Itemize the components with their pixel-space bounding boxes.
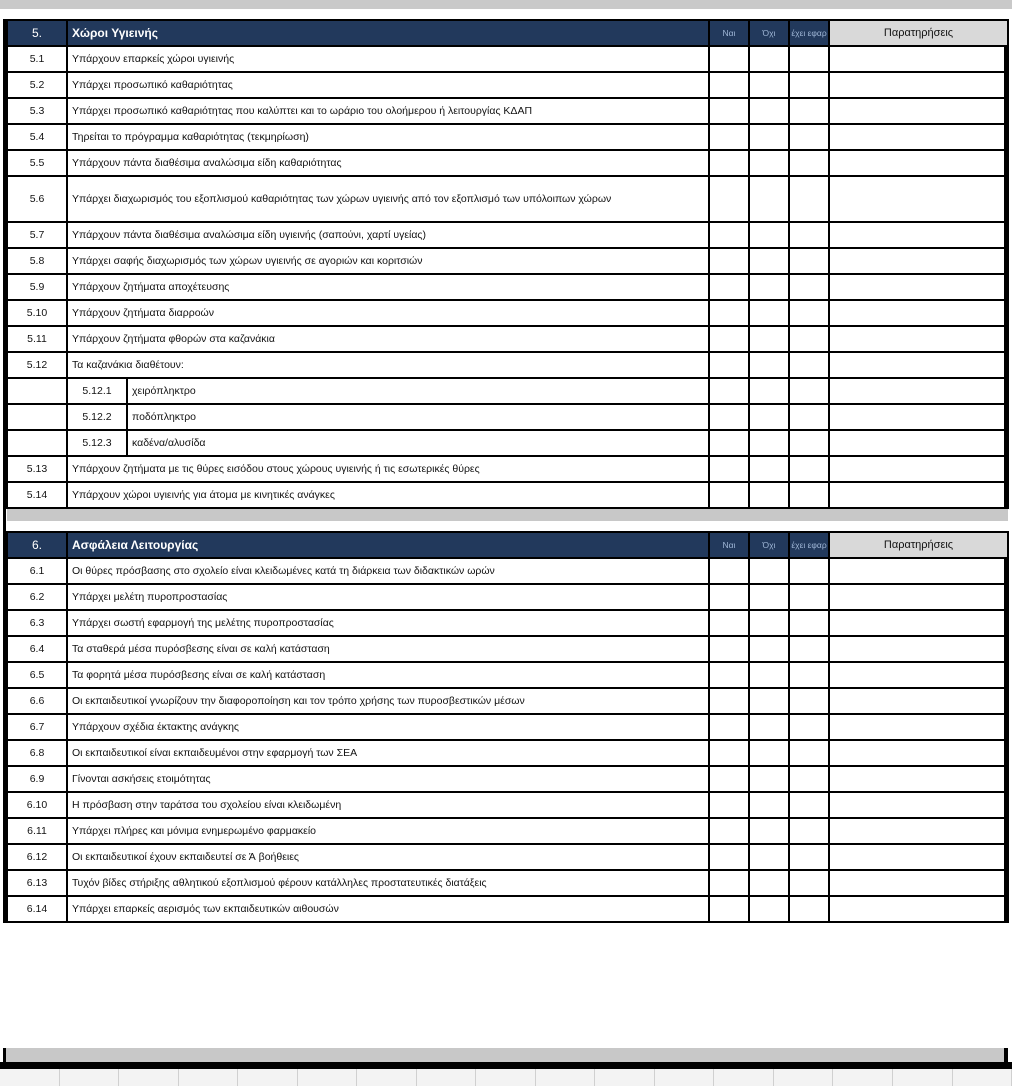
notes-cell[interactable] <box>829 688 1008 714</box>
notes-cell[interactable] <box>829 46 1008 72</box>
item-number: 5.6 <box>7 176 67 222</box>
na-checkbox-cell[interactable] <box>789 300 829 326</box>
na-checkbox-cell[interactable] <box>789 124 829 150</box>
no-checkbox-cell[interactable] <box>749 72 789 98</box>
na-checkbox-cell[interactable] <box>789 150 829 176</box>
yes-checkbox-cell[interactable] <box>709 124 749 150</box>
yes-checkbox-cell[interactable] <box>709 636 749 662</box>
item-text: χειρόπληκτρο <box>127 378 709 404</box>
no-checkbox-cell[interactable] <box>749 46 789 72</box>
na-checkbox-cell[interactable] <box>789 222 829 248</box>
notes-cell[interactable] <box>829 248 1008 274</box>
sub-item-number: 5.12.3 <box>67 430 127 456</box>
no-checkbox-cell[interactable] <box>749 124 789 150</box>
table-row <box>7 404 1008 430</box>
table-row <box>7 456 1008 482</box>
item-text: Υπάρχει πλήρες και μόνιμα ενημερωμένο φαρμακείο <box>67 818 709 844</box>
yes-checkbox-cell[interactable] <box>709 766 749 792</box>
item-text: Υπάρχουν πάντα διαθέσιμα αναλώσιμα είδη υγιεινής (σαπούνι, χαρτί υγείας) <box>67 222 709 248</box>
notes-cell[interactable] <box>829 352 1008 378</box>
section-number: 6. <box>7 532 67 558</box>
notes-cell[interactable] <box>829 430 1008 456</box>
table-row <box>7 176 1008 222</box>
table-row <box>7 352 1008 378</box>
item-text: Υπάρχει μελέτη πυροπροστασίας <box>67 584 709 610</box>
item-number: 6.13 <box>7 870 67 896</box>
table-row <box>7 766 1008 792</box>
table-row <box>7 300 1008 326</box>
item-number: 5.10 <box>7 300 67 326</box>
no-checkbox-cell[interactable] <box>749 584 789 610</box>
no-checkbox-cell[interactable] <box>749 352 789 378</box>
col-yes-header: Ναι <box>709 532 749 558</box>
item-text: καδένα/αλυσίδα <box>127 430 709 456</box>
table-row <box>7 98 1008 124</box>
notes-cell[interactable] <box>829 404 1008 430</box>
table-row <box>7 662 1008 688</box>
no-checkbox-cell[interactable] <box>749 896 789 922</box>
notes-cell[interactable] <box>829 326 1008 352</box>
notes-cell[interactable] <box>829 662 1008 688</box>
na-checkbox-cell[interactable] <box>789 98 829 124</box>
na-checkbox-cell[interactable] <box>789 248 829 274</box>
notes-cell[interactable] <box>829 98 1008 124</box>
item-number: 5.12 <box>7 352 67 378</box>
na-checkbox-cell[interactable] <box>789 456 829 482</box>
na-checkbox-cell[interactable] <box>789 792 829 818</box>
na-checkbox-cell[interactable] <box>789 870 829 896</box>
table-row <box>7 688 1008 714</box>
item-number <box>7 404 67 430</box>
no-checkbox-cell[interactable] <box>749 404 789 430</box>
yes-checkbox-cell[interactable] <box>709 818 749 844</box>
col-notes-header: Παρατηρήσεις <box>829 532 1008 558</box>
notes-cell[interactable] <box>829 300 1008 326</box>
item-number: 5.13 <box>7 456 67 482</box>
table-row <box>7 150 1008 176</box>
col-na-header: έχει εφαρ <box>789 532 829 558</box>
item-number: 5.5 <box>7 150 67 176</box>
item-number <box>7 378 67 404</box>
item-text: Υπάρχει διαχωρισμός του εξοπλισμού καθαριότητας των χώρων υγιεινής από τον εξοπλισμό των υπόλοιπων χώρων <box>67 176 709 222</box>
col-no-header: Όχι <box>749 20 789 46</box>
table-row <box>7 248 1008 274</box>
item-number: 5.11 <box>7 326 67 352</box>
footer-border <box>0 1062 1012 1069</box>
item-text: Υπάρχουν ζητήματα με τις θύρες εισόδου στους χώρους υγιεινής ή τις εσωτερικές θύρες <box>67 456 709 482</box>
table-row <box>7 844 1008 870</box>
yes-checkbox-cell[interactable] <box>709 844 749 870</box>
no-checkbox-cell[interactable] <box>749 870 789 896</box>
no-checkbox-cell[interactable] <box>749 558 789 584</box>
yes-checkbox-cell[interactable] <box>709 352 749 378</box>
table-row <box>7 430 1008 456</box>
item-number: 5.4 <box>7 124 67 150</box>
item-number: 6.4 <box>7 636 67 662</box>
item-text: Υπάρχουν ζητήματα διαρροών <box>67 300 709 326</box>
item-text: Τηρείται το πρόγραμμα καθαριότητας (τεκμηρίωση) <box>67 124 709 150</box>
na-checkbox-cell[interactable] <box>789 274 829 300</box>
section-separator <box>7 508 1008 532</box>
notes-cell[interactable] <box>829 274 1008 300</box>
no-checkbox-cell[interactable] <box>749 150 789 176</box>
item-number: 6.5 <box>7 662 67 688</box>
checklist-table <box>6 19 1009 923</box>
na-checkbox-cell[interactable] <box>789 352 829 378</box>
table-row <box>7 378 1008 404</box>
notes-cell[interactable] <box>829 818 1008 844</box>
item-number: 6.3 <box>7 610 67 636</box>
item-number: 6.8 <box>7 740 67 766</box>
top-gray-bar <box>0 0 1012 9</box>
table-row <box>7 222 1008 248</box>
notes-cell[interactable] <box>829 378 1008 404</box>
yes-checkbox-cell[interactable] <box>709 46 749 72</box>
notes-cell[interactable] <box>829 766 1008 792</box>
item-number: 6.1 <box>7 558 67 584</box>
item-text: Υπάρχει σαφής διαχωρισμός των χώρων υγιεινής σε αγοριών και κοριτσιών <box>67 248 709 274</box>
separator-band <box>7 508 1008 532</box>
item-text: Υπάρχει προσωπικό καθαριότητας που καλύπτει και το ωράριο του ολοήμερου ή λειτουργίας ΚΔΑΠ <box>67 98 709 124</box>
notes-cell[interactable] <box>829 482 1008 508</box>
yes-checkbox-cell[interactable] <box>709 688 749 714</box>
item-text: Οι εκπαιδευτικοί είναι εκπαιδευμένοι στην εφαρμογή των ΣΕΑ <box>67 740 709 766</box>
table-row <box>7 610 1008 636</box>
yes-checkbox-cell[interactable] <box>709 870 749 896</box>
item-text: Η πρόσβαση στην ταράτσα του σχολείου είναι κλειδωμένη <box>67 792 709 818</box>
no-checkbox-cell[interactable] <box>749 714 789 740</box>
sub-item-number: 5.12.2 <box>67 404 127 430</box>
section-number: 5. <box>7 20 67 46</box>
na-checkbox-cell[interactable] <box>789 378 829 404</box>
no-checkbox-cell[interactable] <box>749 844 789 870</box>
section-title: Χώροι Υγιεινής <box>67 20 709 46</box>
notes-cell[interactable] <box>829 558 1008 584</box>
notes-cell[interactable] <box>829 150 1008 176</box>
na-checkbox-cell[interactable] <box>789 844 829 870</box>
notes-cell[interactable] <box>829 72 1008 98</box>
na-checkbox-cell[interactable] <box>789 714 829 740</box>
table-row <box>7 792 1008 818</box>
notes-cell[interactable] <box>829 740 1008 766</box>
table-row <box>7 870 1008 896</box>
item-text: Υπάρχουν ζητήματα φθορών στα καζανάκια <box>67 326 709 352</box>
item-text: Υπάρχει προσωπικό καθαριότητας <box>67 72 709 98</box>
no-checkbox-cell[interactable] <box>749 688 789 714</box>
yes-checkbox-cell[interactable] <box>709 610 749 636</box>
no-checkbox-cell[interactable] <box>749 456 789 482</box>
na-checkbox-cell[interactable] <box>789 740 829 766</box>
yes-checkbox-cell[interactable] <box>709 248 749 274</box>
table-row <box>7 326 1008 352</box>
yes-checkbox-cell[interactable] <box>709 300 749 326</box>
na-checkbox-cell[interactable] <box>789 482 829 508</box>
yes-checkbox-cell[interactable] <box>709 584 749 610</box>
item-number: 5.7 <box>7 222 67 248</box>
no-checkbox-cell[interactable] <box>749 740 789 766</box>
item-text: Τα σταθερά μέσα πυρόσβεσης είναι σε καλή κατάσταση <box>67 636 709 662</box>
notes-cell[interactable] <box>829 222 1008 248</box>
item-number: 5.8 <box>7 248 67 274</box>
section-header <box>7 20 1008 46</box>
item-number: 5.3 <box>7 98 67 124</box>
notes-cell[interactable] <box>829 176 1008 222</box>
item-number: 5.2 <box>7 72 67 98</box>
item-number: 6.10 <box>7 792 67 818</box>
item-number: 5.1 <box>7 46 67 72</box>
checklist-sheet <box>3 19 1008 923</box>
notes-cell[interactable] <box>829 792 1008 818</box>
no-checkbox-cell[interactable] <box>749 326 789 352</box>
footer-gray-bar <box>3 1048 1008 1062</box>
col-na-header: έχει εφαρ <box>789 20 829 46</box>
item-number: 6.7 <box>7 714 67 740</box>
item-number: 5.14 <box>7 482 67 508</box>
section-header <box>7 532 1008 558</box>
item-text: ποδόπληκτρο <box>127 404 709 430</box>
na-checkbox-cell[interactable] <box>789 636 829 662</box>
notes-cell[interactable] <box>829 896 1008 922</box>
yes-checkbox-cell[interactable] <box>709 558 749 584</box>
table-row <box>7 46 1008 72</box>
no-checkbox-cell[interactable] <box>749 818 789 844</box>
notes-cell[interactable] <box>829 456 1008 482</box>
yes-checkbox-cell[interactable] <box>709 150 749 176</box>
no-checkbox-cell[interactable] <box>749 792 789 818</box>
item-text: Τυχόν βίδες στήριξης αθλητικού εξοπλισμού φέρουν κατάλληλες προστατευτικές διατάξεις <box>67 870 709 896</box>
item-text: Υπάρχουν επαρκείς χώροι υγιεινής <box>67 46 709 72</box>
item-number: 6.6 <box>7 688 67 714</box>
table-row <box>7 818 1008 844</box>
yes-checkbox-cell[interactable] <box>709 176 749 222</box>
table-row <box>7 124 1008 150</box>
notes-cell[interactable] <box>829 124 1008 150</box>
yes-checkbox-cell[interactable] <box>709 72 749 98</box>
na-checkbox-cell[interactable] <box>789 688 829 714</box>
item-text: Υπάρχουν ζητήματα αποχέτευσης <box>67 274 709 300</box>
item-text: Οι θύρες πρόσβασης στο σχολείο είναι κλειδωμένες κατά τη διάρκεια των διδακτικών ωρών <box>67 558 709 584</box>
notes-cell[interactable] <box>829 610 1008 636</box>
table-row <box>7 72 1008 98</box>
item-text: Γίνονται ασκήσεις ετοιμότητας <box>67 766 709 792</box>
notes-cell[interactable] <box>829 714 1008 740</box>
na-checkbox-cell[interactable] <box>789 766 829 792</box>
yes-checkbox-cell[interactable] <box>709 274 749 300</box>
no-checkbox-cell[interactable] <box>749 430 789 456</box>
no-checkbox-cell[interactable] <box>749 766 789 792</box>
yes-checkbox-cell[interactable] <box>709 98 749 124</box>
yes-checkbox-cell[interactable] <box>709 896 749 922</box>
table-row <box>7 482 1008 508</box>
table-row <box>7 584 1008 610</box>
na-checkbox-cell[interactable] <box>789 430 829 456</box>
notes-cell[interactable] <box>829 870 1008 896</box>
na-checkbox-cell[interactable] <box>789 662 829 688</box>
no-checkbox-cell[interactable] <box>749 274 789 300</box>
table-row <box>7 636 1008 662</box>
no-checkbox-cell[interactable] <box>749 636 789 662</box>
item-number: 6.11 <box>7 818 67 844</box>
item-text: Υπάρχουν χώροι υγιεινής για άτομα με κινητικές ανάγκες <box>67 482 709 508</box>
yes-checkbox-cell[interactable] <box>709 404 749 430</box>
no-checkbox-cell[interactable] <box>749 98 789 124</box>
no-checkbox-cell[interactable] <box>749 378 789 404</box>
na-checkbox-cell[interactable] <box>789 326 829 352</box>
table-row <box>7 274 1008 300</box>
notes-cell[interactable] <box>829 844 1008 870</box>
notes-cell[interactable] <box>829 584 1008 610</box>
na-checkbox-cell[interactable] <box>789 584 829 610</box>
no-checkbox-cell[interactable] <box>749 248 789 274</box>
item-text: Υπάρχει επαρκείς αερισμός των εκπαιδευτικών αιθουσών <box>67 896 709 922</box>
item-number: 5.9 <box>7 274 67 300</box>
na-checkbox-cell[interactable] <box>789 404 829 430</box>
item-text: Υπάρχουν πάντα διαθέσιμα αναλώσιμα είδη καθαριότητας <box>67 150 709 176</box>
yes-checkbox-cell[interactable] <box>709 456 749 482</box>
table-row <box>7 896 1008 922</box>
yes-checkbox-cell[interactable] <box>709 430 749 456</box>
item-number: 6.2 <box>7 584 67 610</box>
item-number: 6.9 <box>7 766 67 792</box>
spreadsheet-gridlines <box>0 1069 1012 1086</box>
notes-cell[interactable] <box>829 636 1008 662</box>
item-text: Υπάρχει σωστή εφαρμογή της μελέτης πυροπροστασίας <box>67 610 709 636</box>
yes-checkbox-cell[interactable] <box>709 222 749 248</box>
na-checkbox-cell[interactable] <box>789 558 829 584</box>
item-number <box>7 430 67 456</box>
table-row <box>7 740 1008 766</box>
table-row <box>7 714 1008 740</box>
no-checkbox-cell[interactable] <box>749 662 789 688</box>
col-no-header: Όχι <box>749 532 789 558</box>
table-row <box>7 558 1008 584</box>
na-checkbox-cell[interactable] <box>789 818 829 844</box>
section-title: Ασφάλεια Λειτουργίας <box>67 532 709 558</box>
yes-checkbox-cell[interactable] <box>709 714 749 740</box>
na-checkbox-cell[interactable] <box>789 46 829 72</box>
na-checkbox-cell[interactable] <box>789 896 829 922</box>
item-text: Τα καζανάκια διαθέτουν: <box>67 352 709 378</box>
yes-checkbox-cell[interactable] <box>709 792 749 818</box>
yes-checkbox-cell[interactable] <box>709 662 749 688</box>
na-checkbox-cell[interactable] <box>789 72 829 98</box>
no-checkbox-cell[interactable] <box>749 610 789 636</box>
na-checkbox-cell[interactable] <box>789 176 829 222</box>
na-checkbox-cell[interactable] <box>789 610 829 636</box>
yes-checkbox-cell[interactable] <box>709 482 749 508</box>
no-checkbox-cell[interactable] <box>749 222 789 248</box>
item-text: Υπάρχουν σχέδια έκτακτης ανάγκης <box>67 714 709 740</box>
yes-checkbox-cell[interactable] <box>709 740 749 766</box>
no-checkbox-cell[interactable] <box>749 482 789 508</box>
no-checkbox-cell[interactable] <box>749 176 789 222</box>
no-checkbox-cell[interactable] <box>749 300 789 326</box>
yes-checkbox-cell[interactable] <box>709 326 749 352</box>
sub-item-number: 5.12.1 <box>67 378 127 404</box>
item-number: 6.12 <box>7 844 67 870</box>
col-yes-header: Ναι <box>709 20 749 46</box>
yes-checkbox-cell[interactable] <box>709 378 749 404</box>
col-notes-header: Παρατηρήσεις <box>829 20 1008 46</box>
item-text: Οι εκπαιδευτικοί έχουν εκπαιδευτεί σε Ά βοήθειες <box>67 844 709 870</box>
item-number: 6.14 <box>7 896 67 922</box>
item-text: Οι εκπαιδευτικοί γνωρίζουν την διαφοροποίηση και τον τρόπο χρήσης των πυροσβεστικών μέσων <box>67 688 709 714</box>
checklist-body <box>7 20 1008 922</box>
item-text: Τα φορητά μέσα πυρόσβεσης είναι σε καλή κατάσταση <box>67 662 709 688</box>
